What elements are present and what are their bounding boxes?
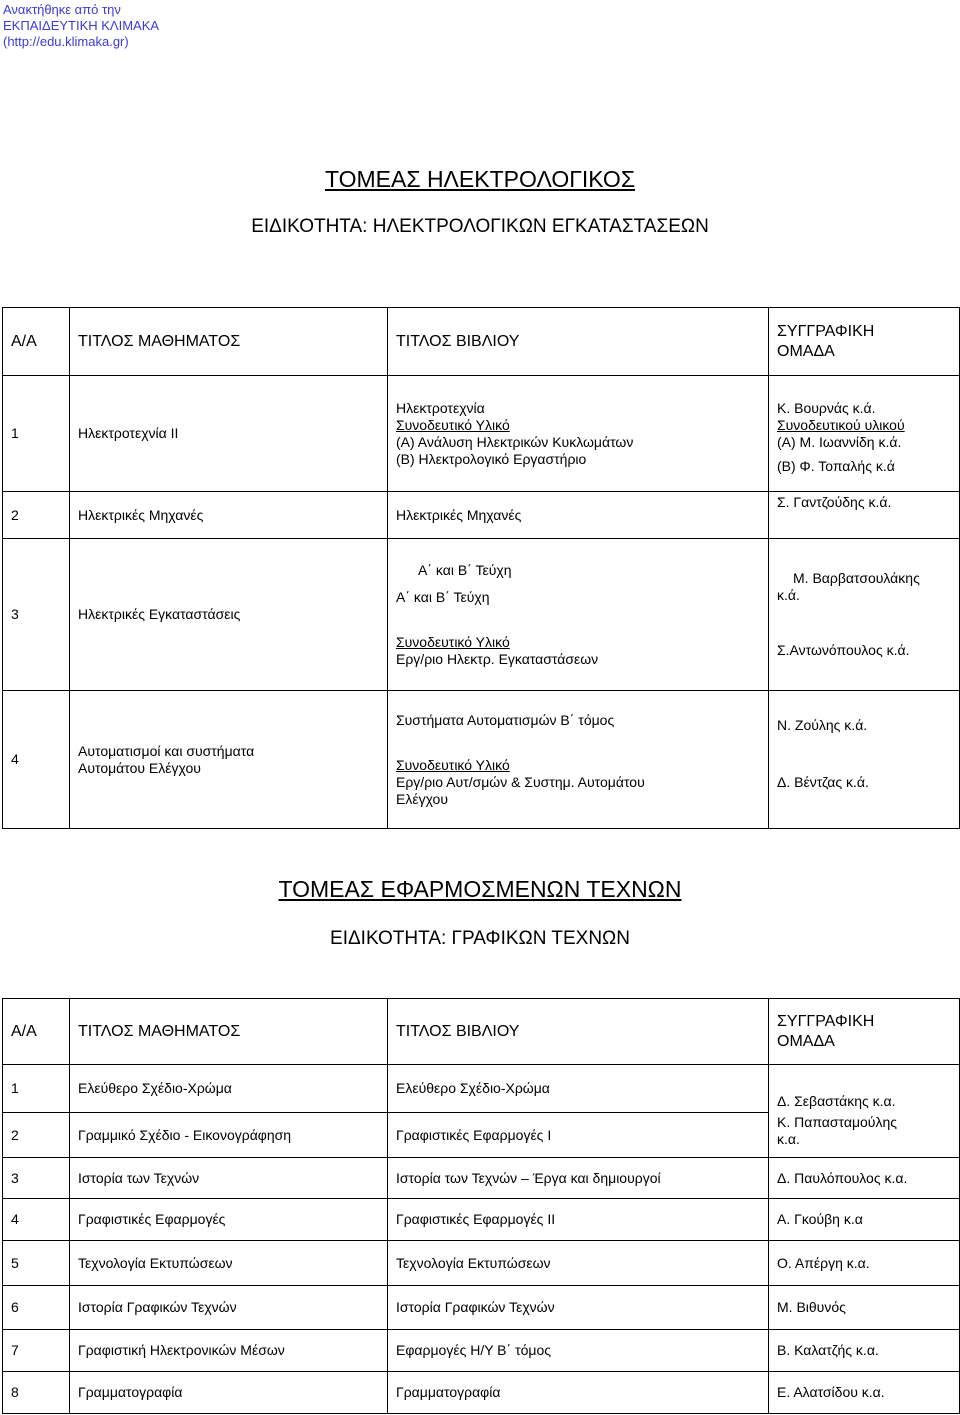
section1-subtitle: ΕΙΔΙΚΟΤΗΤΑ: ΗΛΕΚΤΡΟΛΟΓΙΚΩΝ ΕΓΚΑΤΑΣΤΑΣΕΩΝ xyxy=(251,216,709,237)
row-num: 6 xyxy=(3,1286,70,1330)
header-num: Α/Α xyxy=(3,308,70,376)
row-num: 4 xyxy=(3,1199,70,1241)
table-header-row xyxy=(3,308,960,376)
header-course: ΤΙΤΛΟΣ ΜΑΘΗΜΑΤΟΣ xyxy=(70,308,388,376)
row-book: Ελεύθερο Σχέδιο-Χρώμα xyxy=(388,1065,769,1113)
table-row xyxy=(3,1372,960,1414)
row-authors: Ν. Ζούλης κ.ά. Δ. Βέντζας κ.ά. xyxy=(769,691,960,829)
row-book: Εφαρμογές Η/Υ Β΄ τόμος xyxy=(388,1330,769,1372)
row-num: 3 xyxy=(3,539,70,691)
row-num: 7 xyxy=(3,1330,70,1372)
header-num: Α/Α xyxy=(3,999,70,1065)
section2-title: ΤΟΜΕΑΣ ΕΦΑΡΜΟΣΜΕΝΩΝ ΤΕΧΝΩΝ xyxy=(278,876,682,902)
row-authors: Δ. Σεβαστάκης κ.α. Κ. Παπασταμούλης κ.α. xyxy=(769,1065,960,1158)
row-num: 2 xyxy=(3,1113,70,1158)
row-num: 1 xyxy=(3,376,70,492)
row-book: Α΄ και Β΄ Τεύχη Α΄ και Β΄ Τεύχη Συνοδευτικό Υλικό Εργ/ριο Ηλεκτρ. Εγκαταστάσεων xyxy=(388,539,769,691)
row-course: Γραφιστική Ηλεκτρονικών Μέσων xyxy=(70,1330,388,1372)
table-header-row xyxy=(3,999,960,1065)
row-course: Ελεύθερο Σχέδιο-Χρώμα xyxy=(70,1065,388,1113)
source-line: Ανακτήθηκε από την xyxy=(3,2,121,17)
row-course: Γραμματογραφία xyxy=(70,1372,388,1414)
row-book: Συστήματα Αυτοματισμών Β΄ τόμος Συνοδευτικό Υλικό Εργ/ριο Αυτ/σμών & Συστημ. Αυτομάτου Ελέγχου xyxy=(388,691,769,829)
row-authors: Β. Καλατζής κ.α. xyxy=(769,1330,960,1372)
row-book: Γραμματογραφία xyxy=(388,1372,769,1414)
table-row xyxy=(3,1065,960,1113)
table-row xyxy=(3,1286,960,1330)
row-authors: Δ. Παυλόπουλος κ.α. xyxy=(769,1158,960,1199)
table-row xyxy=(3,691,960,829)
table-row xyxy=(3,1330,960,1372)
row-course: Αυτοματισμοί και συστήματα Αυτομάτου Ελέγχου xyxy=(70,691,388,829)
row-authors: Κ. Βουρνάς κ.ά. Συνοδευτικού υλικού (Α) Μ. Ιωαννίδη κ.ά. (Β) Φ. Τοπαλής κ.ά xyxy=(769,376,960,492)
row-book: Ιστορία Γραφικών Τεχνών xyxy=(388,1286,769,1330)
row-authors: Μ. Βαρβατσουλάκης κ.ά. Σ.Αντωνόπουλος κ.ά. xyxy=(769,539,960,691)
row-authors: Μ. Βιθυνός xyxy=(769,1286,960,1330)
row-course: Γραφιστικές Εφαρμογές xyxy=(70,1199,388,1241)
row-authors: Σ. Γαντζούδης κ.ά. xyxy=(769,492,960,539)
table-row xyxy=(3,1199,960,1241)
row-book: Ιστορία των Τεχνών – Έργα και δημιουργοί xyxy=(388,1158,769,1199)
row-authors: Α. Γκούβη κ.α xyxy=(769,1199,960,1241)
row-course: Τεχνολογία Εκτυπώσεων xyxy=(70,1241,388,1286)
source-note xyxy=(3,2,159,50)
row-course: Ιστορία Γραφικών Τεχνών xyxy=(70,1286,388,1330)
row-book: Ηλεκτρικές Μηχανές xyxy=(388,492,769,539)
row-num: 3 xyxy=(3,1158,70,1199)
header-course: ΤΙΤΛΟΣ ΜΑΘΗΜΑΤΟΣ xyxy=(70,999,388,1065)
row-course: Γραμμικό Σχέδιο - Εικονογράφηση xyxy=(70,1113,388,1158)
section2-table xyxy=(2,998,960,1414)
row-book: Τεχνολογία Εκτυπώσεων xyxy=(388,1241,769,1286)
section1-table xyxy=(2,307,960,829)
row-authors: Ο. Απέργη κ.α. xyxy=(769,1241,960,1286)
section1-title: ΤΟΜΕΑΣ ΗΛΕΚΤΡΟΛΟΓΙΚΟΣ xyxy=(324,166,636,192)
row-num: 4 xyxy=(3,691,70,829)
row-book: Γραφιστικές Εφαρμογές Ι xyxy=(388,1113,769,1158)
row-course: Ιστορία των Τεχνών xyxy=(70,1158,388,1199)
row-course: Ηλεκτρικές Μηχανές xyxy=(70,492,388,539)
source-link[interactable]: (http://edu.klimaka.gr) xyxy=(3,34,129,49)
header-book: ΤΙΤΛΟΣ ΒΙΒΛΙΟΥ xyxy=(388,308,769,376)
row-authors: Ε. Αλατσίδου κ.α. xyxy=(769,1372,960,1414)
table-row xyxy=(3,539,960,691)
header-authors: ΣΥΓΓΡΑΦΙΚΗ ΟΜΑΔΑ xyxy=(769,308,960,376)
row-num: 5 xyxy=(3,1241,70,1286)
row-book: Ηλεκτροτεχνία Συνοδευτικό Υλικό (Α) Ανάλυση Ηλεκτρικών Κυκλωμάτων (Β) Ηλεκτρολογικό Εργαστήριο xyxy=(388,376,769,492)
row-num: 8 xyxy=(3,1372,70,1414)
table-row xyxy=(3,1158,960,1199)
row-num: 2 xyxy=(3,492,70,539)
row-course: Ηλεκτρικές Εγκαταστάσεις xyxy=(70,539,388,691)
section2-subtitle: ΕΙΔΙΚΟΤΗΤΑ: ΓΡΑΦΙΚΩΝ ΤΕΧΝΩΝ xyxy=(330,928,630,949)
table-row xyxy=(3,1241,960,1286)
table-row xyxy=(3,376,960,492)
source-line: ΕΚΠΑΙΔΕΥΤΙΚΗ ΚΛΙΜΑΚΑ xyxy=(3,18,160,33)
table-row xyxy=(3,492,960,539)
header-authors: ΣΥΓΓΡΑΦΙΚΗ ΟΜΑΔΑ xyxy=(769,999,960,1065)
row-course: Ηλεκτροτεχνία ΙΙ xyxy=(70,376,388,492)
row-num: 1 xyxy=(3,1065,70,1113)
header-book: ΤΙΤΛΟΣ ΒΙΒΛΙΟΥ xyxy=(388,999,769,1065)
row-book: Γραφιστικές Εφαρμογές ΙΙ xyxy=(388,1199,769,1241)
